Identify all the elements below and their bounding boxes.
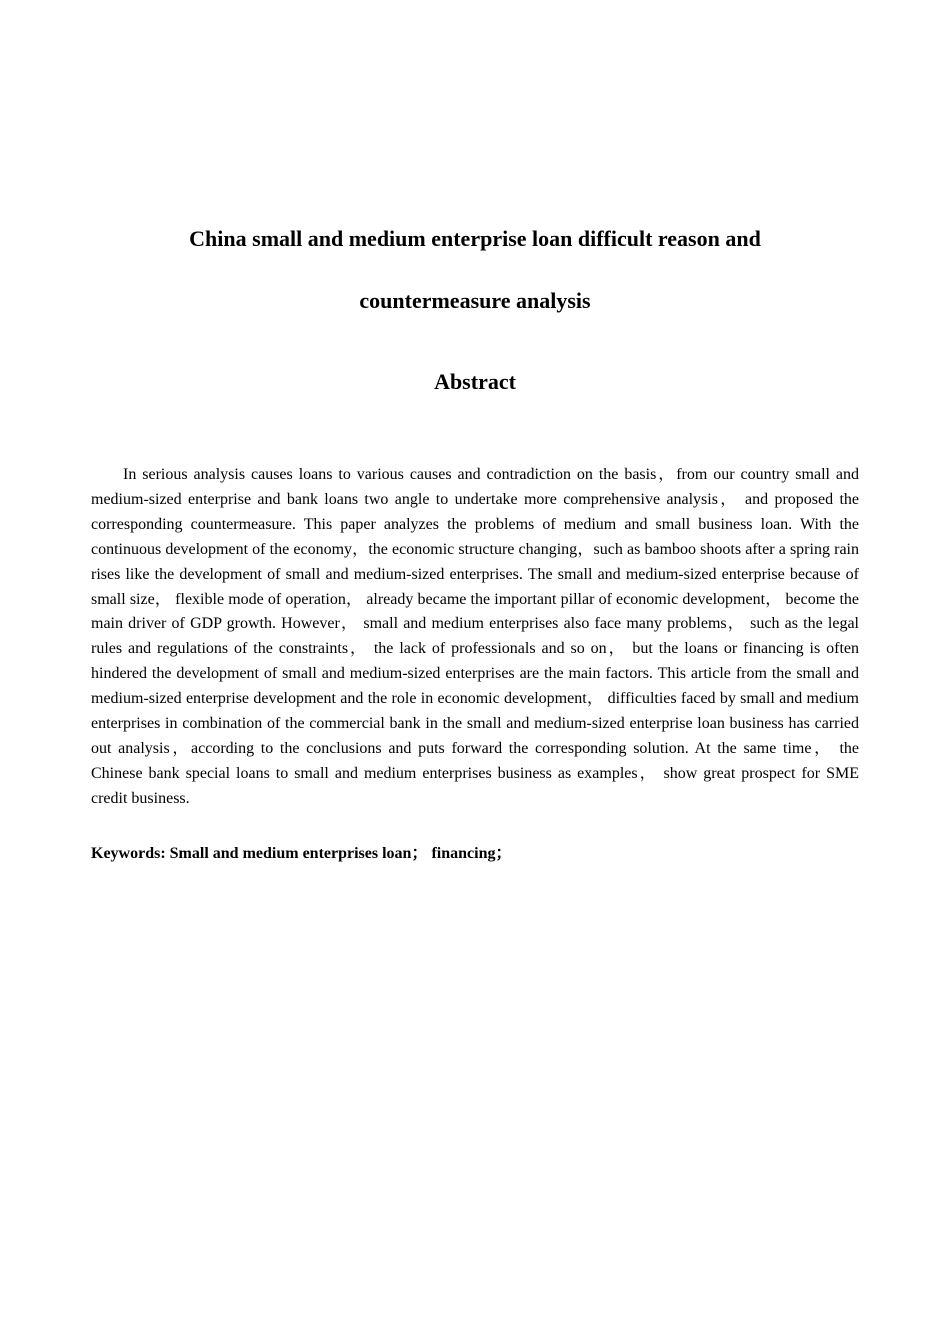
keywords-line: Keywords: Small and medium enterprises loan； financing； [91,845,512,862]
abstract-body: In serious analysis causes loans to various causes and contradiction on the basis，from our country small and medium-sized enterprise and bank loans two angle to undertake more comprehensive analysis， and proposed the corresponding countermeasure. This paper analyzes the problems of medium and small business loan. With the continuous development of the economy，the economic structure changing，such as bamboo shoots after a spring rain rises like the development of small and medium-sized enterprises. The small and medium-sized enterprise because of small size， flexible mode of operation， already became the important pillar of economic development， become the main driver of GDP growth. However， small and medium enterprises also face many problems， such as the legal rules and regulations of the constraints， the lack of professionals and so on， but the loans or financing is often hindered the development of small and medium-sized enterprises are the main factors. This article from the small and medium-sized enterprise development and the role in economic development， difficulties faced by small and medium enterprises in combination of the commercial bank in the small and medium-sized enterprise loan business has carried out analysis，according to the conclusions and puts forward the corresponding solution. At the same time， the Chinese bank special loans to small and medium enterprises business as examples， show great prospect for SME credit business. [91,466,859,807]
paper-title-line-2: countermeasure analysis [359,288,591,313]
abstract-heading: Abstract [434,369,516,394]
paper-title-line-1: China small and medium enterprise loan difficult reason and [189,226,761,251]
